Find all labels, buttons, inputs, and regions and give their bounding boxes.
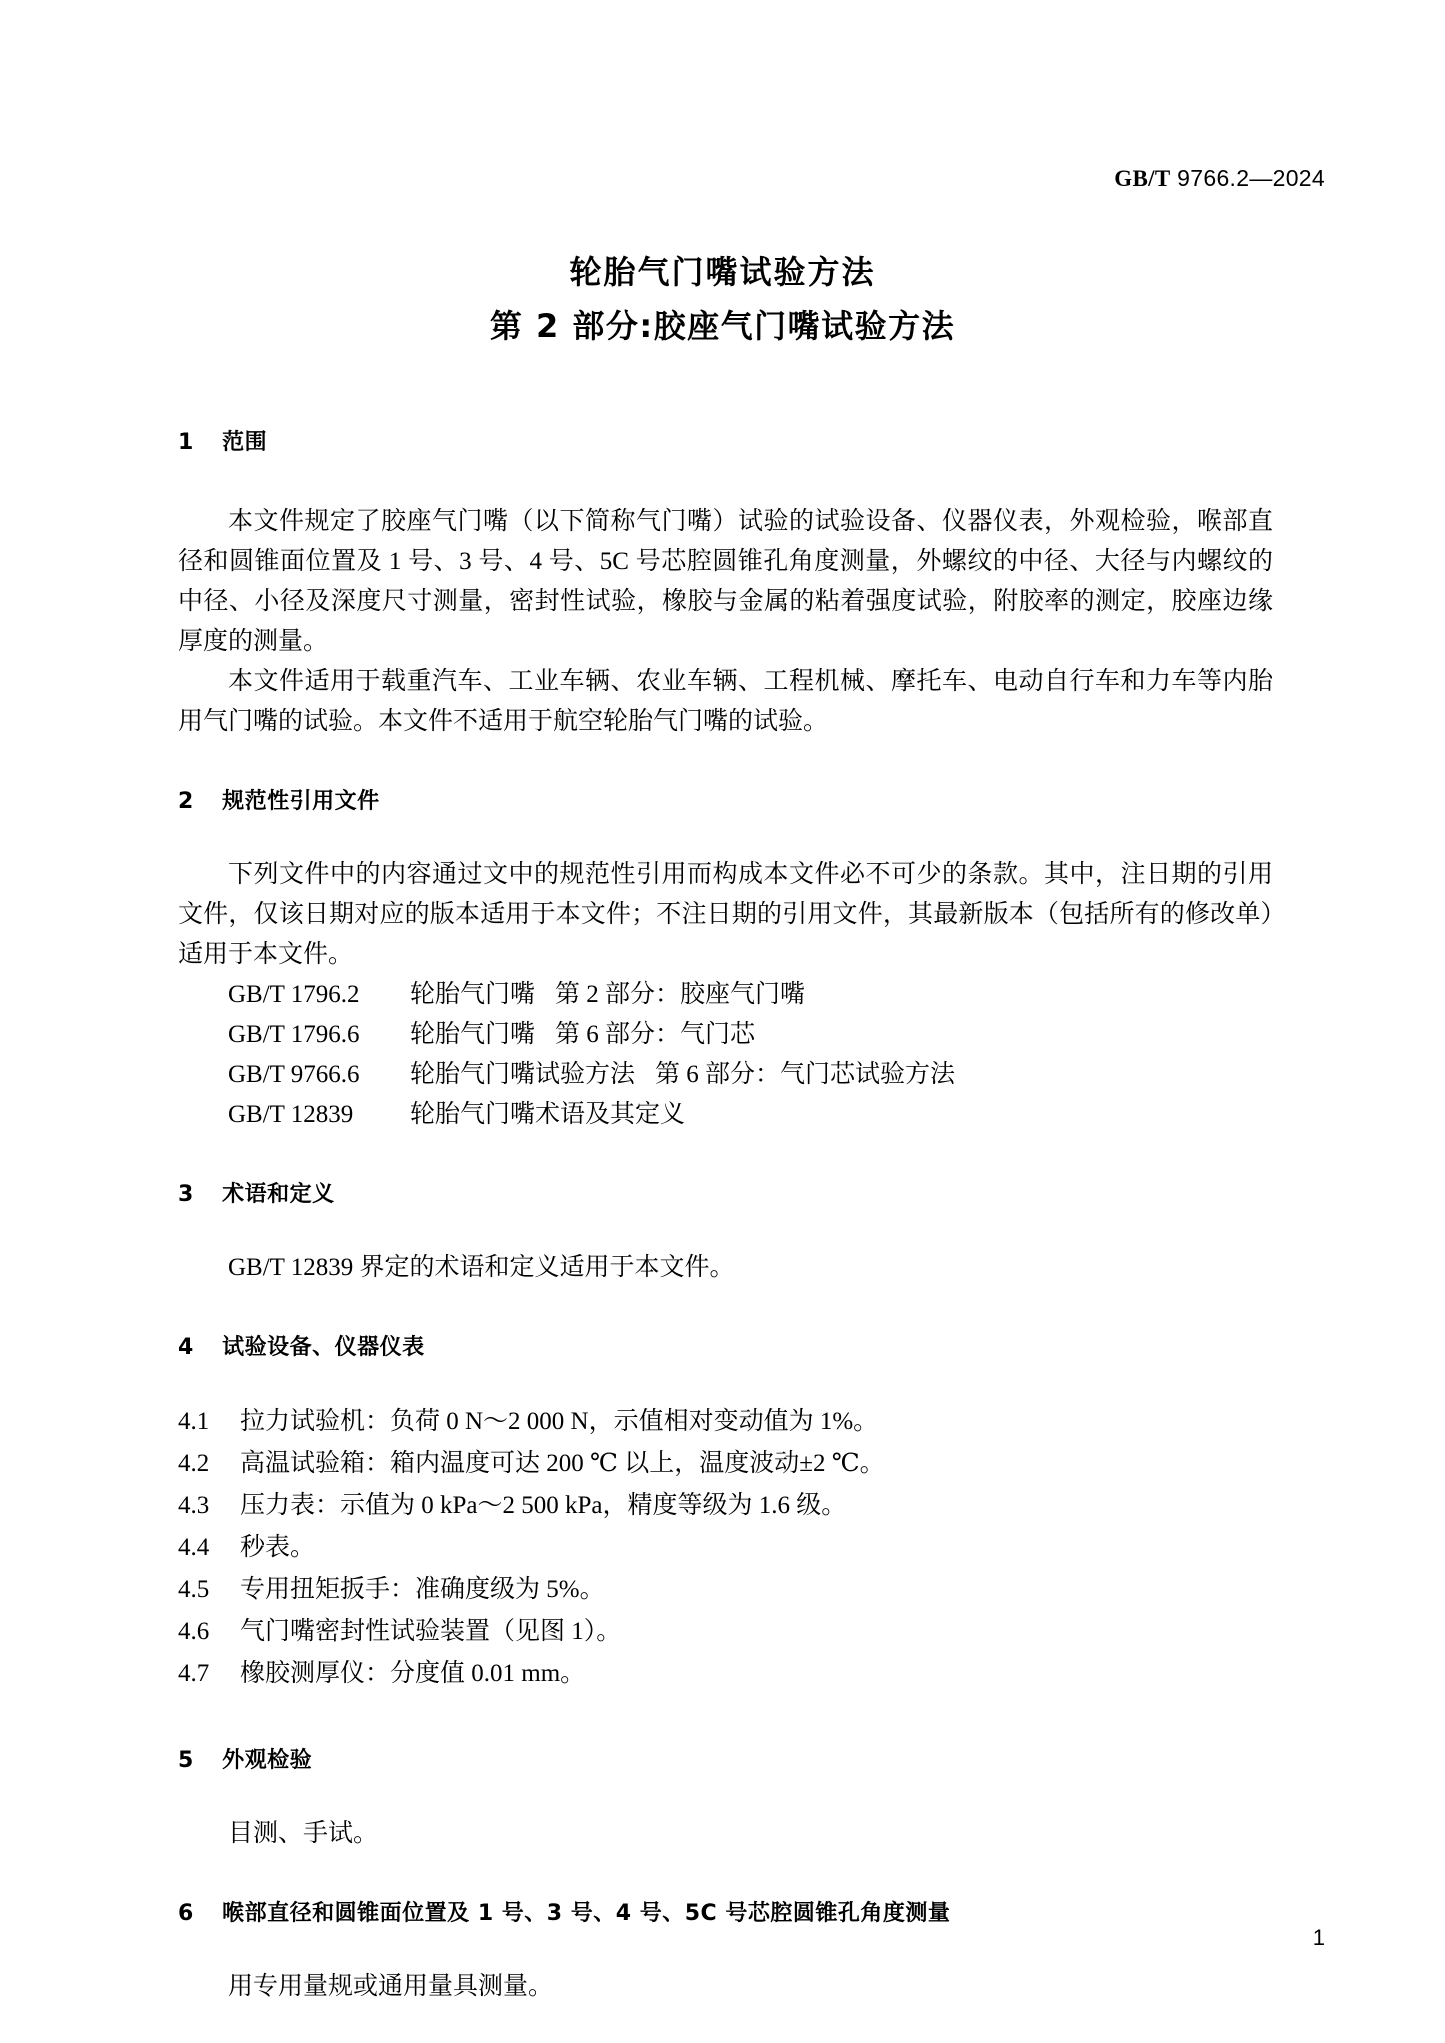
reference-item: [178, 1055, 1273, 1095]
paragraph: 用专用量规或通用量具测量。: [228, 1973, 554, 2000]
paragraph: 本文件适用于载重汽车、工业车辆、农业车辆、工程机械、摩托车、电动自行车和力车等内胎用气门嘴的试验。本文件不适用于航空轮胎气门嘴的试验。: [178, 668, 1273, 735]
clause-text: 橡胶测厚仪：分度值 0.01 mm。: [240, 1660, 586, 1687]
reference-code: GB/T 9766.6: [228, 1061, 360, 1088]
clause-text: 高温试验箱：箱内温度可达 200 ℃ 以上，温度波动±2 ℃。: [240, 1450, 885, 1477]
section-number-4: 4: [178, 1335, 194, 1360]
clause-item: [178, 1527, 1273, 1569]
page-number: 1: [1312, 1925, 1325, 1950]
section-heading-5: [178, 1743, 1273, 1774]
reference-part: 第 2 部分：胶座气门嘴: [555, 981, 806, 1008]
section-heading-2: [178, 784, 1273, 815]
section-number-3: 3: [178, 1182, 194, 1207]
paragraph: 下列文件中的内容通过文中的规范性引用而构成本文件必不可少的条款。其中，注日期的引用文件，仅该日期对应的版本适用于本文件；不注日期的引用文件，其最新版本（包括所有的修改单）适用于本文件。: [178, 861, 1273, 968]
section-title-6: 喉部直径和圆锥面位置及 1 号、3 号、4 号、5C 号芯腔圆锥孔角度测量: [222, 1901, 951, 1926]
title-line-2: 第 2 部分:胶座气门嘴试验方法: [489, 307, 956, 345]
reference-item: [178, 975, 1273, 1015]
clause-number: 4.2: [178, 1450, 210, 1477]
reference-name: 轮胎气门嘴: [410, 981, 536, 1008]
running-header: [1114, 165, 1325, 192]
clause-item: [178, 1569, 1273, 1611]
reference-item: [178, 1015, 1273, 1055]
paragraph: GB/T 12839 界定的术语和定义适用于本文件。: [228, 1254, 735, 1281]
section-title-4: 试验设备、仪器仪表: [222, 1335, 425, 1360]
clause-item: [178, 1653, 1273, 1695]
section-title-1: 范围: [222, 430, 268, 455]
section-number-1: 1: [178, 430, 194, 455]
clause-text: 气门嘴密封性试验装置（见图 1）。: [240, 1618, 622, 1645]
clause-text: 专用扭矩扳手：准确度级为 5%。: [240, 1576, 605, 1603]
title-line-1: 轮胎气门嘴试验方法: [569, 253, 876, 291]
reference-code: GB/T 12839: [228, 1101, 354, 1128]
clause-item: [178, 1485, 1273, 1527]
paragraph: 目测、手试。: [228, 1820, 379, 1847]
standard-number: 9766.2—2024: [1177, 165, 1325, 191]
clause-text: 压力表：示值为 0 kPa～2 500 kPa，精度等级为 1.6 级。: [240, 1492, 847, 1519]
reference-code: GB/T 1796.2: [228, 981, 360, 1008]
reference-name: 轮胎气门嘴术语及其定义: [410, 1101, 686, 1128]
reference-part: 第 6 部分：气门芯试验方法: [655, 1061, 956, 1088]
clause-text: 秒表。: [240, 1534, 316, 1561]
clause-number: 4.4: [178, 1534, 210, 1561]
standard-code: GB/T: [1114, 166, 1171, 191]
section-heading-4: [178, 1330, 1273, 1361]
page-title: [0, 245, 1445, 353]
clause-number: 4.3: [178, 1492, 210, 1519]
document-body: [178, 425, 1273, 2007]
reference-name: 轮胎气门嘴试验方法: [410, 1061, 636, 1088]
clause-number: 4.6: [178, 1618, 210, 1645]
section-heading-3: [178, 1177, 1273, 1208]
section-heading-6: [178, 1896, 1273, 1927]
section-title-5: 外观检验: [222, 1748, 313, 1773]
clause-item: [178, 1611, 1273, 1653]
reference-code: GB/T 1796.6: [228, 1021, 360, 1048]
paragraph: 本文件规定了胶座气门嘴（以下简称气门嘴）试验的试验设备、仪器仪表，外观检验，喉部直径和圆锥面位置及 1 号、3 号、4 号、5C 号芯腔圆锥孔角度测量，外螺纹的中径、大径与内螺纹的中径、小径及深度尺寸测量，密封性试验，橡胶与金属的粘着强度试验，附胶率的测定，胶座边缘厚度的测量。: [178, 508, 1273, 655]
clause-number: 4.1: [178, 1408, 210, 1435]
clause-item: [178, 1401, 1273, 1443]
clause-text: 拉力试验机：负荷 0 N～2 000 N，示值相对变动值为 1%。: [240, 1408, 879, 1435]
reference-part: 第 6 部分：气门芯: [555, 1021, 756, 1048]
section-number-2: 2: [178, 789, 194, 814]
clause-number: 4.7: [178, 1660, 210, 1687]
section-number-6: 6: [178, 1901, 194, 1926]
clause-number: 4.5: [178, 1576, 210, 1603]
section-number-5: 5: [178, 1748, 194, 1773]
reference-item: [178, 1095, 1273, 1135]
section-heading-1: [178, 425, 1273, 456]
reference-name: 轮胎气门嘴: [410, 1021, 536, 1048]
section-title-3: 术语和定义: [222, 1182, 335, 1207]
clause-item: [178, 1443, 1273, 1485]
section-title-2: 规范性引用文件: [222, 789, 380, 814]
